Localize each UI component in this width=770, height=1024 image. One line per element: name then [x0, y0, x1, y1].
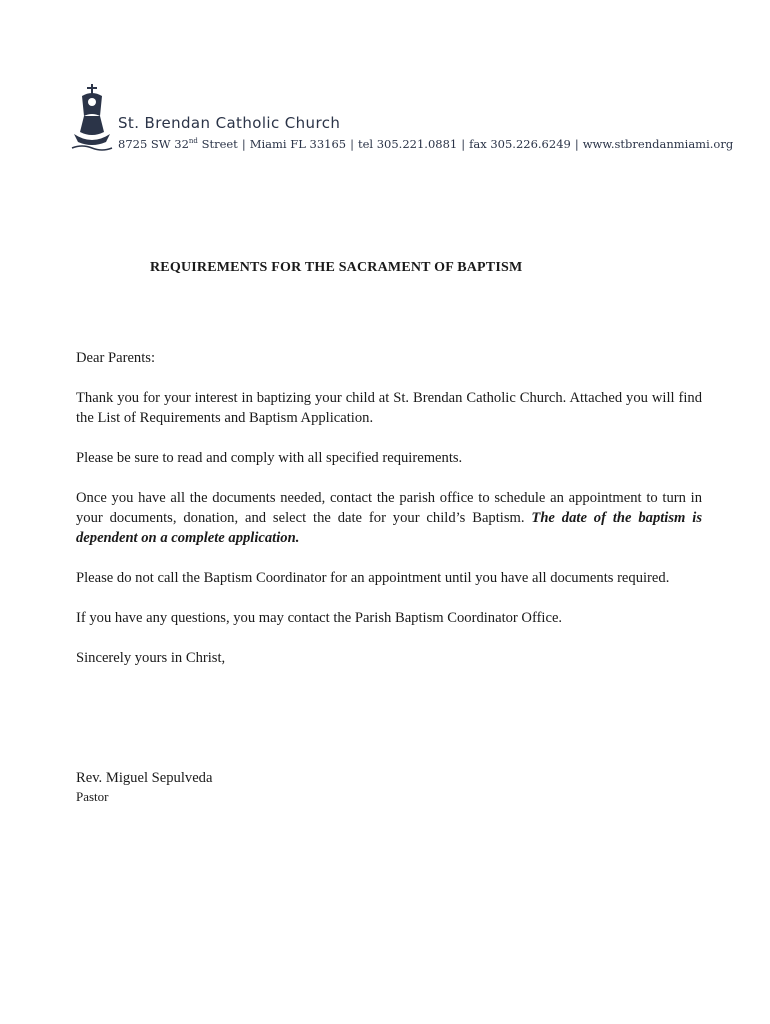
signature-block — [76, 770, 212, 805]
address-city: Miami FL 33165 — [249, 137, 347, 151]
address-street-tail: Street — [197, 137, 238, 151]
saint-in-boat-logo-icon — [70, 82, 114, 154]
paragraph-documents — [76, 488, 702, 548]
church-name: St. Brendan Catholic Church — [118, 114, 341, 132]
emphasis-complete-application: The date of the baptism is dependent on a complete application. — [76, 510, 702, 546]
salutation: Dear Parents: — [76, 350, 156, 366]
letter-body — [76, 348, 702, 668]
church-address-line: 8725 SW 32nd Street | Miami FL 33165 | tel 305.221.0881 | fax 305.226.6249 | www.stbrendanmiami.org — [118, 137, 734, 151]
signer-name: Rev. Miguel Sepulveda — [76, 770, 213, 786]
paragraph-comply: Please be sure to read and comply with all specified requirements. — [76, 450, 463, 466]
address-street: 8725 SW 32 — [118, 137, 189, 151]
letterhead — [60, 80, 740, 160]
paragraph-intro: Thank you for your interest in baptizing your child at St. Brendan Catholic Church. Attached you will find the List of Requirements and Baptism Application. — [76, 390, 702, 426]
paragraph-coordinator: Please do not call the Baptism Coordinator for an appointment until you have all documents required. — [76, 570, 670, 586]
fax-number: fax 305.226.6249 — [469, 137, 571, 151]
paragraph-questions: If you have any questions, you may contact the Parish Baptism Coordinator Office. — [76, 610, 563, 626]
document-title: REQUIREMENTS FOR THE SACRAMENT OF BAPTISM — [150, 260, 523, 275]
signer-role: Pastor — [76, 789, 109, 804]
address-ordinal: nd — [188, 137, 198, 146]
paragraph-documents-text: Once you have all the documents needed, contact the parish office to schedule an appointment to turn in your documents, donation, and select the date for your child’s Baptism. — [76, 490, 702, 526]
closing: Sincerely yours in Christ, — [76, 650, 226, 666]
phone-number: tel 305.221.0881 — [357, 137, 458, 151]
website-link[interactable]: www.stbrendanmiami.org — [582, 137, 734, 151]
